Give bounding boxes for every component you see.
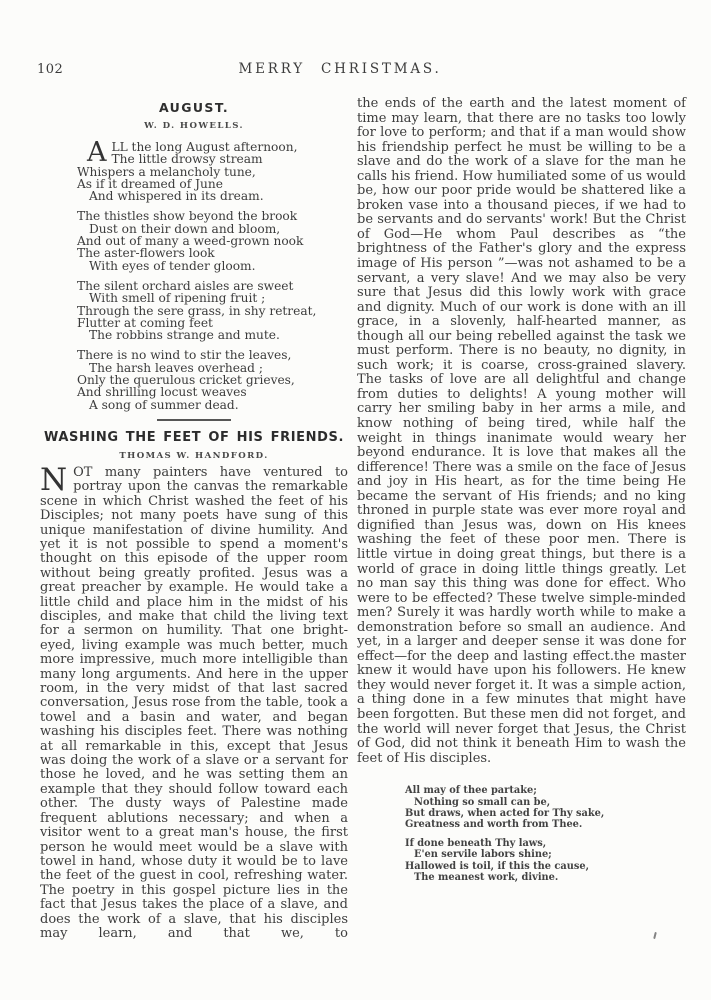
poem-august: [77, 137, 348, 412]
poem-line: The little drowsy stream: [111, 152, 263, 167]
verse-line: The meanest work, divine.: [414, 872, 559, 883]
verse-line: But draws, when acted for Thy sake,: [405, 807, 605, 819]
poem-line: And shrilling locust weaves: [77, 385, 247, 400]
poem-line: There is no wind to stir the leaves,: [77, 348, 292, 363]
article-text-right: the ends of the earth and the latest moment of time may learn, that there are no tasks too lowly for love to perform; and that if a man would show his friendship perfect he must be willing to be a slave and do the work of a slave for the man he calls his friend. How humiliated some of us would be, how our poor pride would be shattered like a broken vase into a thousand pieces, if we had to be servants and do servants' work! But the Christ of God—He whom Paul describes as “the brightness of the Father's glory and the express image of His person ”—was not ashamed to be a servant, a very slave! And we may also be very sure that Jesus did this lowly work with grace and dignity. Much of our work is done with an ill grace, in a slovenly, half-hearted manner, as though all our being rebelled against the task we must perform. There is no beauty, no dignity, in such work; it is coarse, cross-grained slavery. The tasks of love are all delightful and change from duties to delights! A young mother will carry her smiling baby in her arms a mile, and know nothing of being tired, while half the weight in things inanimate would weary her beyond endurance. It is love that makes all the difference! There was a smile on the face of Jesus and joy in His heart, as for the time being He became the servant of His friends; and no king throned in purple state was ever more royal and dignified than Jesus was, down on His knees washing the feet of these poor men. There is little virtue in doing great things, but there is a world of grace in doing little things greatly. Let no man say this thing was done for effect. Who were to be effected? These twelve simple-minded men? Surely it was hardly worth while to make a demonstration before so small an audience. And yet, in a larger and deeper sense it was done for effect—for the deep and lasting effect.the master knew it would have upon his followers. He knew they would never forget it. It was a simple action, a thing done in a few minutes that might have been forgotten. But these men did not forget, and the world will never forget that Jesus, the Christ of God, did not think it beneath Him to wash the feet of His disciples.: [357, 96, 686, 766]
poem-byline: W. D. HOWELLS.: [144, 121, 244, 131]
poem-line: Flutter at coming feet: [77, 315, 213, 330]
poem-line: The robbins strange and mute.: [89, 328, 280, 343]
poem-line: Only the querulous cricket grieves,: [77, 373, 295, 388]
verse-line: All may of thee partake;: [405, 785, 537, 797]
article-byline: THOMAS W. HANDFORD.: [119, 450, 269, 461]
poem-line: Whispers a melancholy tune,: [77, 164, 256, 179]
poem-title: AUGUST.: [158, 100, 230, 115]
poem-line: And whispered in its dream.: [89, 189, 264, 204]
article-title: WASHING THE FEET OF HIS FRIENDS.: [43, 429, 344, 445]
poem-line: Dust on their down and bloom,: [89, 221, 281, 236]
left-column: [40, 95, 348, 941]
poem-line: The thistles show beyond the brook: [77, 209, 298, 224]
poem-line: With smell of ripening fruit ;: [89, 291, 266, 306]
poem-stanza-1: [77, 137, 348, 204]
poem-line: As if it dreamed of June: [77, 176, 223, 191]
poem-stanza-2: [77, 210, 348, 271]
page-number: 102: [37, 62, 64, 77]
poem-line: The harsh leaves overhead ;: [89, 360, 263, 375]
verse-line: Hallowed is toil, if this the cause,: [405, 860, 590, 872]
poem-line: And out of many a weed-grown nook: [77, 234, 304, 249]
verse-line: If done beneath Thy laws,: [405, 837, 547, 849]
closing-verse: [405, 785, 686, 883]
verse-line: Greatness and worth from Thee.: [405, 819, 583, 831]
article-dropcap: N: [40, 461, 68, 498]
article-body-left: [40, 461, 348, 941]
verse-line: Nothing so small can be,: [414, 796, 551, 808]
article-body-right: [357, 97, 686, 766]
poem-line: A song of summer dead.: [89, 397, 239, 412]
section-divider: [157, 419, 231, 421]
running-head: MERRY CHRISTMAS.: [238, 61, 442, 77]
poem-dropcap: A: [87, 137, 107, 168]
verse-line: E'en servile labors shine;: [414, 849, 552, 861]
poem-line: LL the long August afternoon,: [111, 140, 298, 154]
scan-artifact: [653, 932, 657, 939]
poem-line: With eyes of tender gloom.: [89, 258, 256, 273]
poem-line: The aster-flowers look: [77, 246, 215, 261]
poem-line: The silent orchard aisles are sweet: [77, 278, 294, 293]
poem-stanza-3: [77, 280, 348, 341]
poem-stanza-4: [77, 349, 348, 410]
verse-stanza-1: [405, 785, 686, 831]
poem-line: Through the sere grass, in shy retreat,: [77, 303, 317, 318]
verse-stanza-2: [405, 838, 686, 884]
article-text-left: OT many painters have ventured to portray upon the canvas the remarkable scene in which Christ washed the feet of his Disciples; not many poets have sung of this unique manifestation of divine humility. And yet it is not possible to spend a moment's thought on this episode of the upper room without being greatly profited. Jesus was a great preacher by example. He would take a little child and place him in the midst of his disciples, and make that child the living text for a sermon on humility. That one bright-eyed, living example was much better, much more impressive, much more intelligible than many long arguments. And here in the upper room, in the very midst of that last sacred conversation, Jesus rose from the table, took a towel and a basin and water, and began washing his disciples feet. There was nothing at all remarkable in this, except that Jesus was doing the work of a slave or a servant for those he loved, and he was setting them an example that they should follow toward each other. The dusty ways of Palestine made frequent ablutions necessary; and when a visitor went to a great man's house, the first person he would meet would be a slave with towel in hand, whose duty it would be to lave the feet of the guest in cool, refreshing water. The poetry in this gospel picture lies in the fact that Jesus takes the place of a slave, and does the work of a slave, that his disciples may learn, and that we, to: [40, 464, 348, 941]
right-column: [357, 95, 686, 890]
